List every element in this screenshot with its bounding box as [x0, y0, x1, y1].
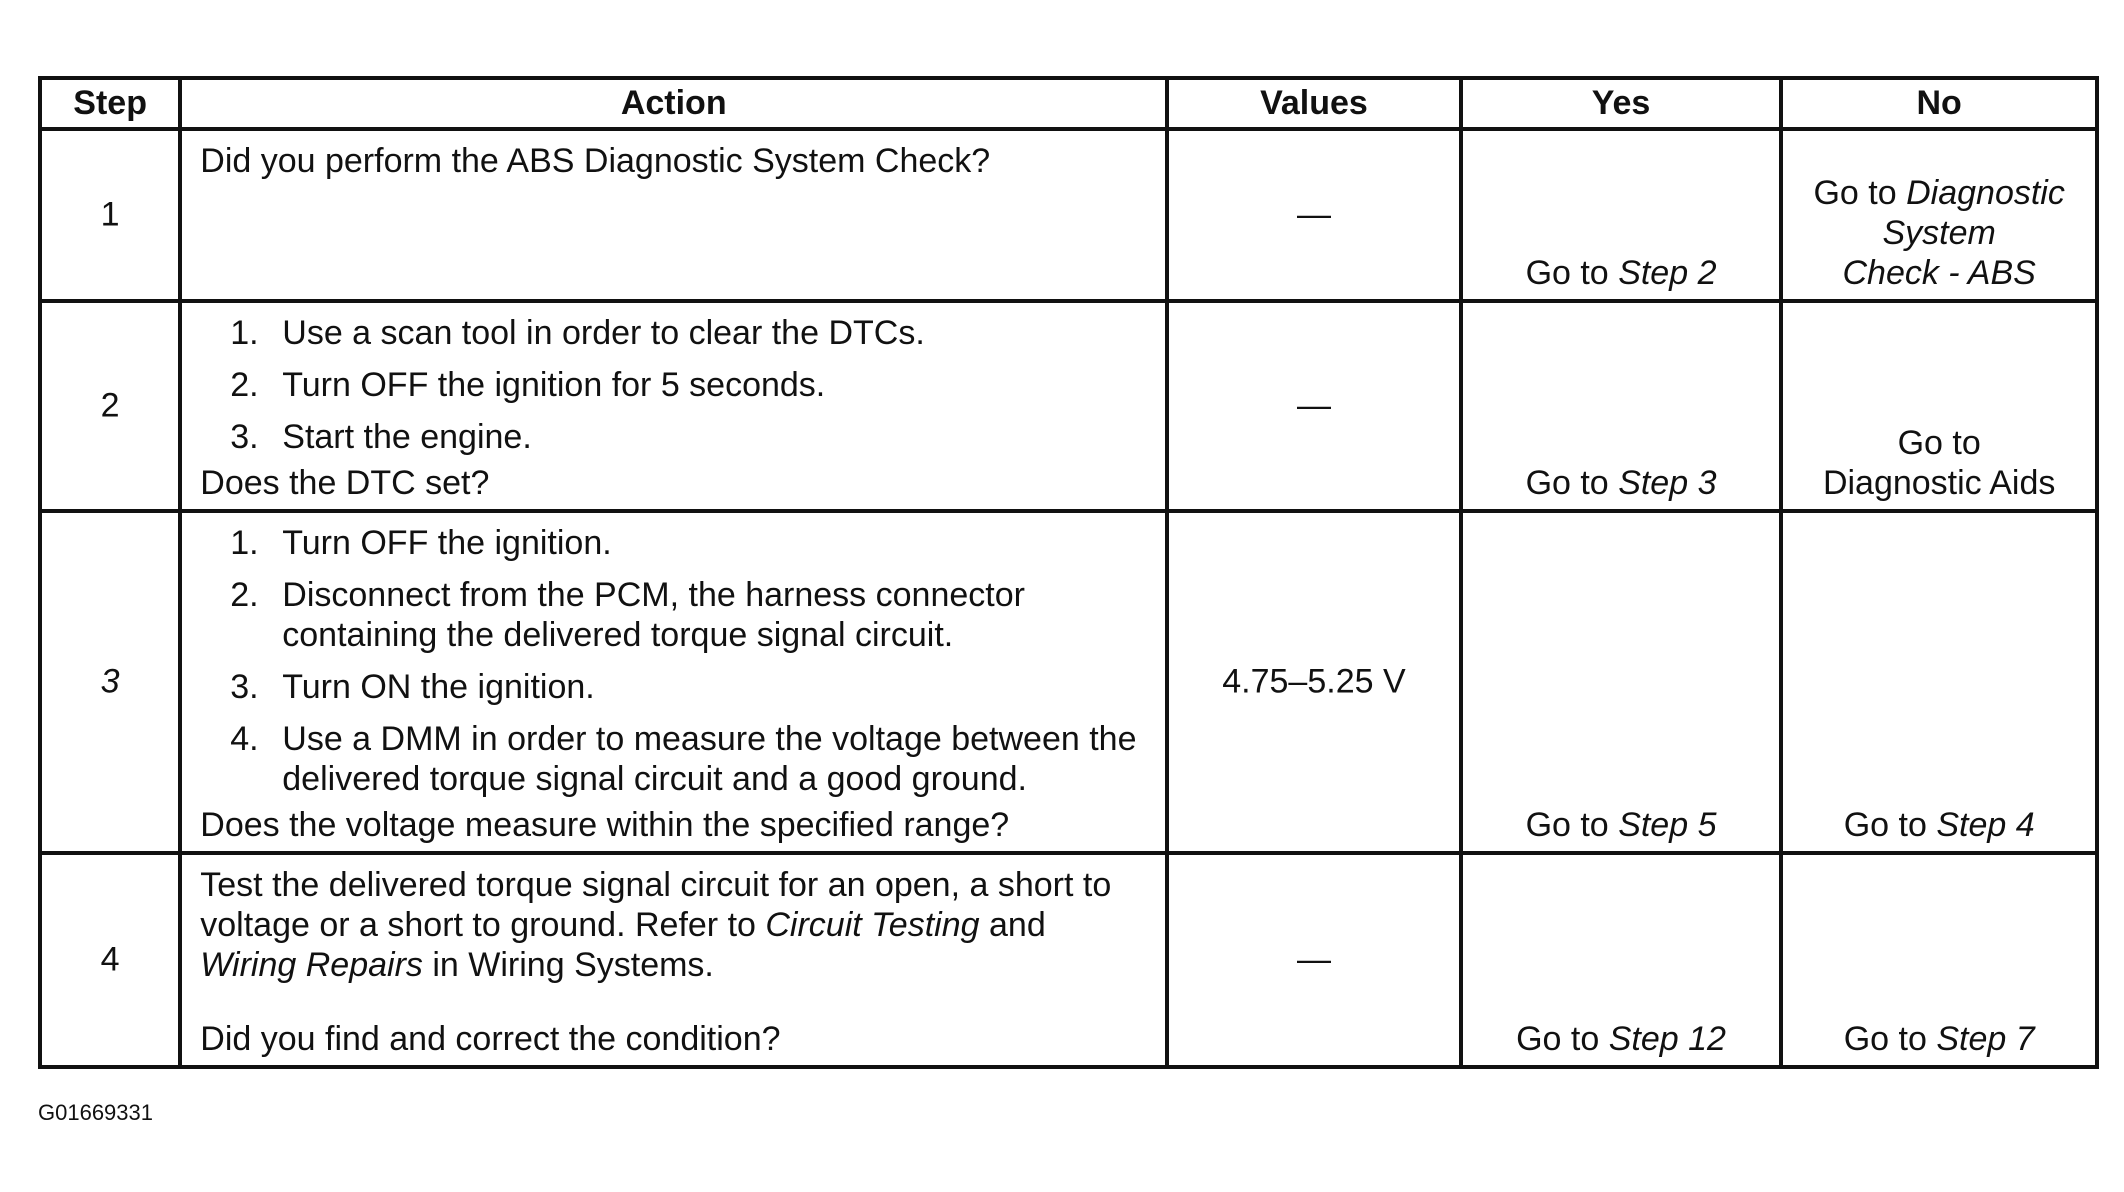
no-cell	[1781, 511, 2097, 853]
no-prefix: Go to	[1843, 1020, 1927, 1058]
no-result[interactable]	[1783, 423, 2095, 503]
no-target-link-line2[interactable]: System	[1882, 214, 1996, 252]
header-step: Step	[40, 78, 180, 129]
header-no: No	[1781, 78, 2097, 129]
list-item-number: 3.	[230, 418, 259, 456]
no-result	[1783, 1019, 2095, 1059]
no-cell	[1781, 301, 2097, 511]
action-text-part2: in Wiring Systems.	[432, 946, 714, 984]
values-cell	[1167, 129, 1461, 301]
yes-target-link[interactable]: Step 2	[1618, 254, 1717, 292]
step-cell	[40, 129, 180, 301]
list-item-number: 4.	[230, 720, 259, 758]
value-text: —	[1296, 195, 1331, 234]
yes-prefix: Go to	[1525, 254, 1609, 292]
list-item	[200, 575, 1149, 655]
action-question: Did you find and correct the condition?	[200, 1020, 781, 1058]
list-item-text: Disconnect from the PCM, the harness connector containing the delivered torque signal circuit.	[282, 576, 1025, 654]
no-cell	[1781, 853, 2097, 1067]
yes-cell	[1461, 511, 1782, 853]
no-target-link[interactable]: Step 4	[1936, 806, 2035, 844]
no-prefix: Go to	[1813, 174, 1897, 212]
action-cell	[180, 301, 1167, 511]
no-result	[1783, 173, 2095, 293]
step-number: 1	[100, 195, 120, 234]
table-row	[40, 511, 2097, 853]
yes-cell	[1461, 301, 1782, 511]
action-text-and: and	[989, 906, 1046, 944]
header-yes: Yes	[1461, 78, 1782, 129]
diagnostic-table	[38, 76, 2099, 1069]
yes-target-link[interactable]: Step 12	[1608, 1020, 1726, 1058]
list-item-number: 1.	[230, 524, 259, 562]
list-item	[200, 417, 1149, 457]
list-item-number: 2.	[230, 366, 259, 404]
no-target-link[interactable]: Diagnostic Aids	[1822, 464, 2056, 502]
value-text: —	[1296, 940, 1331, 979]
step-cell	[40, 301, 180, 511]
step-cell	[40, 853, 180, 1067]
header-values: Values	[1167, 78, 1461, 129]
action-list	[200, 523, 1149, 799]
no-line1: Go to	[1897, 424, 1981, 462]
list-item-text: Turn OFF the ignition for 5 seconds.	[282, 366, 826, 404]
action-text: Did you perform the ABS Diagnostic System Check?	[200, 142, 991, 180]
yes-prefix: Go to	[1525, 806, 1609, 844]
list-item	[200, 719, 1149, 799]
step-number: 4	[100, 940, 120, 979]
step-number: 3	[100, 662, 120, 701]
table-header-row	[40, 78, 2097, 129]
action-question: Does the voltage measure within the specified range?	[200, 806, 1010, 844]
list-item-text: Turn ON the ignition.	[282, 668, 595, 706]
no-result	[1783, 805, 2095, 845]
yes-prefix: Go to	[1516, 1020, 1600, 1058]
no-target-link-line3[interactable]: Check - ABS	[1842, 254, 2036, 292]
list-item-text: Use a DMM in order to measure the voltage between the delivered torque signal circuit and a good ground.	[282, 720, 1137, 798]
yes-result	[1463, 253, 1780, 293]
no-target-link[interactable]: Diagnostic	[1906, 174, 2065, 212]
action-text	[182, 855, 1165, 985]
list-item	[200, 523, 1149, 563]
list-item	[200, 667, 1149, 707]
step-number: 2	[100, 386, 120, 425]
table-row	[40, 853, 2097, 1067]
no-cell	[1781, 129, 2097, 301]
yes-result	[1463, 805, 1780, 845]
action-text-part1: Test the delivered torque signal circuit for an open, a short to voltage or a short to ground. Refer to	[200, 866, 1112, 944]
yes-target-link[interactable]: Step 5	[1618, 806, 1717, 844]
yes-prefix: Go to	[1525, 464, 1609, 502]
yes-result	[1463, 1019, 1780, 1059]
action-cell	[180, 511, 1167, 853]
list-item	[200, 313, 1149, 353]
yes-result	[1463, 463, 1780, 503]
list-item-text: Turn OFF the ignition.	[282, 524, 612, 562]
value-text: —	[1296, 386, 1331, 425]
action-list	[200, 313, 1149, 457]
action-question: Does the DTC set?	[200, 464, 490, 502]
list-item-text: Use a scan tool in order to clear the DTCs.	[282, 314, 925, 352]
action-cell	[180, 129, 1167, 301]
yes-cell	[1461, 129, 1782, 301]
wiring-repairs-link[interactable]: Wiring Repairs	[200, 946, 423, 984]
list-item-text: Start the engine.	[282, 418, 532, 456]
value-text: 4.75–5.25 V	[1222, 662, 1406, 701]
action-cell	[180, 853, 1167, 1067]
values-cell	[1167, 511, 1461, 853]
list-item	[200, 365, 1149, 405]
step-cell	[40, 511, 180, 853]
list-item-number: 1.	[230, 314, 259, 352]
list-item-number: 2.	[230, 576, 259, 614]
no-prefix: Go to	[1843, 806, 1927, 844]
values-cell	[1167, 301, 1461, 511]
yes-cell	[1461, 853, 1782, 1067]
table-row	[40, 129, 2097, 301]
circuit-testing-link[interactable]: Circuit Testing	[765, 906, 980, 944]
yes-target-link[interactable]: Step 3	[1618, 464, 1717, 502]
header-action: Action	[180, 78, 1167, 129]
values-cell	[1167, 853, 1461, 1067]
figure-code: G01669331	[38, 1100, 153, 1125]
list-item-number: 3.	[230, 668, 259, 706]
no-target-link[interactable]: Step 7	[1936, 1020, 2035, 1058]
table-row	[40, 301, 2097, 511]
